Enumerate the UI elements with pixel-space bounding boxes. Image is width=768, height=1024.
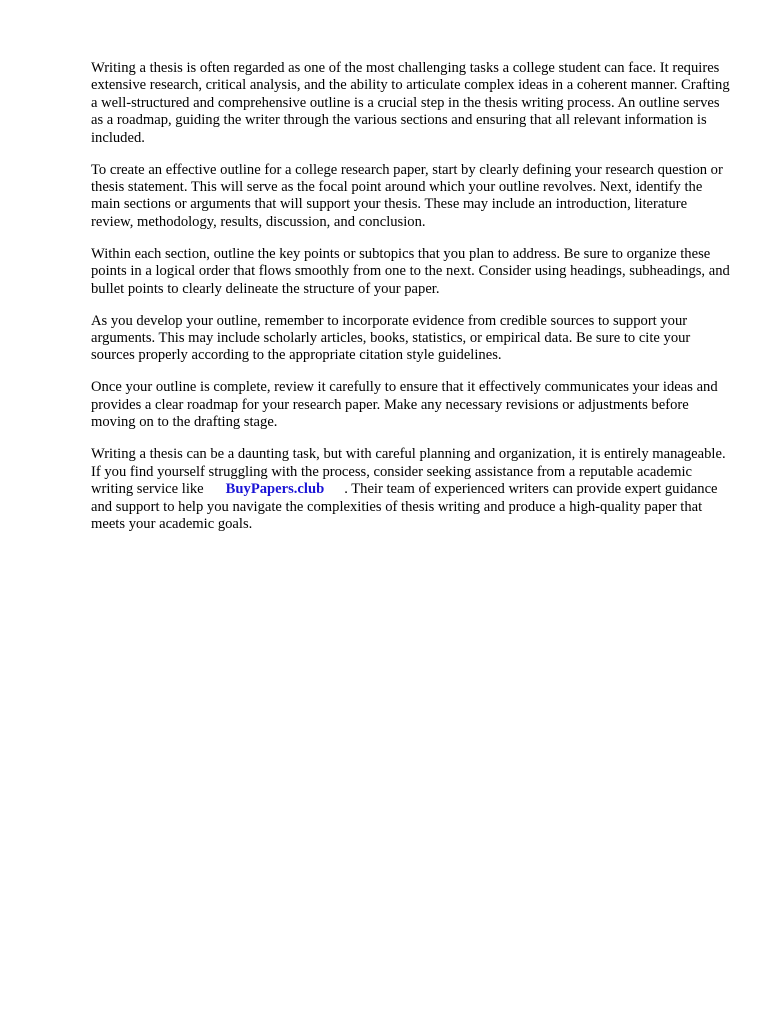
paragraph-3: Within each section, outline the key points or subtopics that you plan to address. Be sure to organize these points in a logical order that flows smoothly from one to the next. Consider using headings, subheadings, and bullet points to clearly delineate the structure of your paper.: [91, 245, 730, 297]
paragraph-6: [91, 446, 731, 533]
document-body: [91, 60, 731, 548]
buypapers-link[interactable]: BuyPapers.club: [225, 481, 325, 498]
paragraph-6-text-after-link: . Their team of experienced writers can provide expert guidance and support to help you navigate the complexities of thesis writing and produce a high-quality paper that meets your academic goals.: [91, 481, 718, 532]
paragraph-5: Once your outline is complete, review it carefully to ensure that it effectively communicates your ideas and provides a clear roadmap for your research paper. Make any necessary revisions or adjustments before moving on to the drafting stage.: [91, 379, 718, 431]
paragraph-2: To create an effective outline for a college research paper, start by clearly defining your research question or thesis statement. This will serve as the focal point around which your outline revolves. Next, identify the main sections or arguments that will support your thesis. These may include an introduction, literature review, methodology, results, discussion, and conclusion.: [91, 161, 723, 230]
paragraph-1: Writing a thesis is often regarded as one of the most challenging tasks a college student can face. It requires extensive research, critical analysis, and the ability to articulate complex ideas in a coherent manner. Crafting a well-structured and comprehensive outline is a crucial step in the thesis writing process. An outline serves as a roadmap, guiding the writer through the various sections and ensuring that all relevant information is included.: [91, 60, 730, 146]
paragraph-6-text-before-link: Writing a thesis can be a daunting task, but with careful planning and organization, it is entirely manageable. If you find yourself struggling with the process, consider seeking assistance from a reputable academic writing service like: [91, 446, 726, 498]
paragraph-4: As you develop your outline, remember to incorporate evidence from credible sources to support your arguments. This may include scholarly articles, books, statistics, or empirical data. Be sure to cite your sources properly according to the appropriate citation style guidelines.: [91, 312, 691, 364]
